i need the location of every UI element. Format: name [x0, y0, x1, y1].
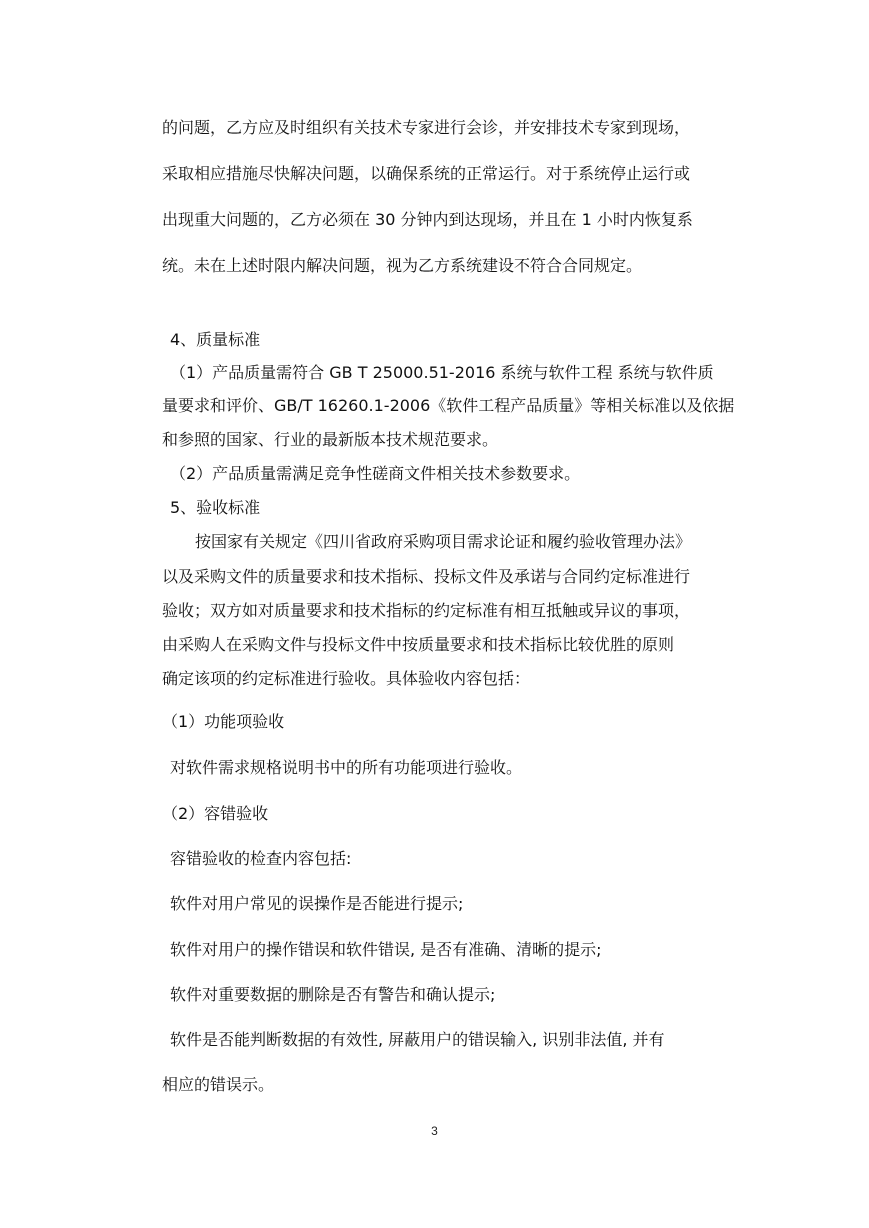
check-item-3: 软件对重要数据的删除是否有警告和确认提示; — [170, 985, 496, 1004]
check-item-4-line-1: 软件是否能判断数据的有效性, 屏蔽用户的错误输入, 识别非法值, 并有 — [170, 1030, 665, 1049]
intro-line-1: 的问题，乙方应及时组织有关技术专家进行会诊，并安排技术专家到现场， — [162, 118, 691, 137]
section-5-body-line-4: 由采购人在采购文件与投标文件中按质量要求和技术指标比较优胜的原则 — [162, 635, 675, 654]
section-4-item-1-line-1: （1）产品质量需符合 GB T 25000.51-2016 系统与软件工程 系统与软件质 — [170, 363, 714, 382]
section-4-heading: 4、质量标准 — [170, 330, 261, 349]
section-4-item-2: （2）产品质量需满足竞争性磋商文件相关技术参数要求。 — [170, 464, 581, 483]
intro-line-2: 采取相应措施尽快解决问题，以确保系统的正常运行。对于系统停止运行或 — [162, 164, 691, 183]
section-5-body-line-3: 验收；双方如对质量要求和技术指标的约定标准有相互抵触或异议的事项， — [162, 601, 691, 620]
section-5-body-line-5: 确定该项的约定标准进行验收。具体验收内容包括： — [162, 669, 531, 688]
acceptance-item-2-title: （2）容错验收 — [162, 804, 269, 823]
acceptance-item-2-intro: 容错验收的检查内容包括: — [170, 849, 352, 868]
section-5-body-line-1: 按国家有关规定《四川省政府采购项目需求论证和履约验收管理办法》 — [195, 532, 692, 551]
section-5-body-line-2: 以及采购文件的质量要求和技术指标、投标文件及承诺与合同约定标准进行 — [162, 567, 691, 586]
check-item-1: 软件对用户常见的误操作是否能进行提示; — [170, 894, 464, 913]
section-5-heading: 5、验收标准 — [170, 498, 261, 517]
section-4-item-1-line-2: 量要求和评价、GB/T 16260.1-2006《软件工程产品质量》等相关标准以及依据 — [162, 396, 735, 415]
acceptance-item-1-text: 对软件需求规格说明书中的所有功能项进行验收。 — [170, 758, 523, 777]
check-item-2: 软件对用户的操作错误和软件错误, 是否有准确、清晰的提示; — [170, 940, 602, 959]
intro-line-3: 出现重大问题的，乙方必须在 30 分钟内到达现场，并且在 1 小时内恢复系 — [162, 210, 693, 229]
acceptance-item-1-title: （1）功能项验收 — [162, 712, 285, 731]
intro-line-4: 统。未在上述时限内解决问题，视为乙方系统建设不符合合同规定。 — [162, 256, 643, 275]
check-item-4-line-2: 相应的错误示。 — [162, 1075, 275, 1094]
page-number: 3 — [431, 1124, 438, 1138]
section-4-item-1-line-3: 和参照的国家、行业的最新版本技术规范要求。 — [162, 430, 499, 449]
